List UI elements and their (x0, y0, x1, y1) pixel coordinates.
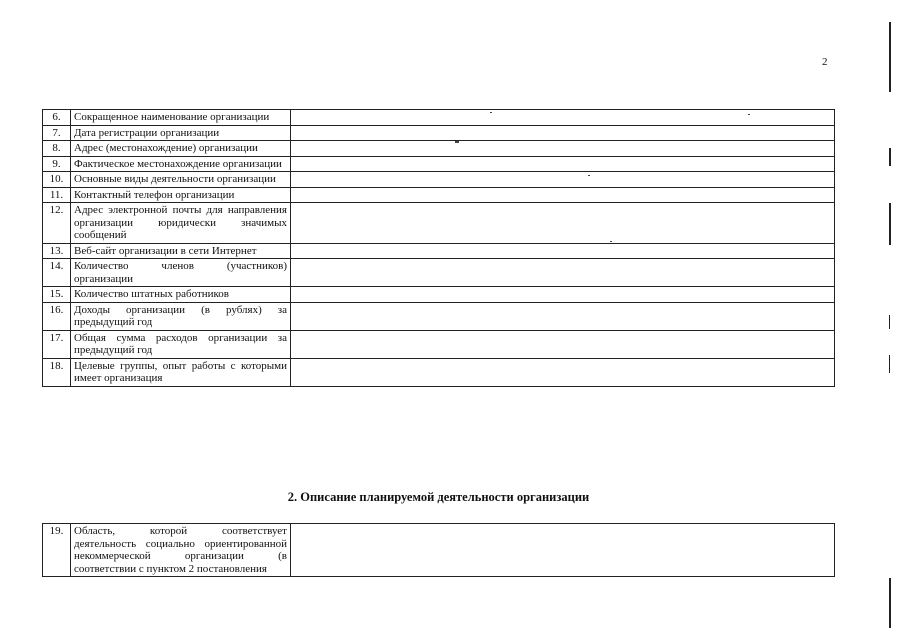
scan-edge-mark (889, 578, 891, 628)
row-number: 6. (43, 110, 71, 126)
row-value-field[interactable] (291, 125, 835, 141)
table-row (43, 302, 835, 330)
row-value-field[interactable] (291, 358, 835, 386)
row-number: 8. (43, 141, 71, 157)
row-value-field[interactable] (291, 203, 835, 244)
row-number: 10. (43, 172, 71, 188)
row-value-field[interactable] (291, 141, 835, 157)
row-value-field[interactable] (291, 330, 835, 358)
row-label: Основные виды деятельности организации (71, 172, 291, 188)
table-row (43, 358, 835, 386)
table-row (43, 243, 835, 259)
row-label: Контактный телефон организации (71, 187, 291, 203)
row-number: 12. (43, 203, 71, 244)
table-row (43, 125, 835, 141)
table-row (43, 110, 835, 126)
scan-edge-mark (889, 315, 890, 329)
row-label: Доходы организации (в рублях) за предыдущий год (71, 302, 291, 330)
row-label: Область, которой соответствует деятельность социально ориентированной некоммерческой организации (в соответствии с пунктом 2 постановления (71, 524, 291, 577)
page-number: 2 (822, 56, 828, 68)
row-value-field[interactable] (291, 524, 835, 577)
section-heading: 2. Описание планируемой деятельности организации (287, 490, 590, 504)
row-number: 7. (43, 125, 71, 141)
table-row (43, 524, 835, 577)
row-value-field[interactable] (291, 243, 835, 259)
table-row (43, 172, 835, 188)
row-value-field[interactable] (291, 287, 835, 303)
row-label: Общая сумма расходов организации за предыдущий год (71, 330, 291, 358)
row-label: Дата регистрации организации (71, 125, 291, 141)
row-value-field[interactable] (291, 156, 835, 172)
planned-activity-table (42, 523, 835, 577)
row-number: 19. (43, 524, 71, 577)
row-label: Целевые группы, опыт работы с которыми имеет организация (71, 358, 291, 386)
scan-edge-mark (889, 355, 890, 373)
table-row (43, 141, 835, 157)
row-label: Сокращенное наименование организации (71, 110, 291, 126)
row-label: Адрес электронной почты для направления организации юридически значимых сообщений (71, 203, 291, 244)
row-value-field[interactable] (291, 110, 835, 126)
table-row (43, 187, 835, 203)
row-label: Количество членов (участников) организации (71, 259, 291, 287)
row-label: Фактическое местонахождение организации (71, 156, 291, 172)
row-value-field[interactable] (291, 172, 835, 188)
row-number: 17. (43, 330, 71, 358)
organization-info-rows (43, 110, 835, 387)
table-row (43, 287, 835, 303)
row-label: Веб-сайт организации в сети Интернет (71, 243, 291, 259)
table-row (43, 156, 835, 172)
row-value-field[interactable] (291, 302, 835, 330)
scan-edge-mark (889, 148, 891, 166)
row-number: 18. (43, 358, 71, 386)
planned-activity-rows (43, 524, 835, 577)
table-row (43, 259, 835, 287)
table-row (43, 203, 835, 244)
scan-edge-mark (889, 22, 891, 92)
row-number: 15. (43, 287, 71, 303)
row-label: Адрес (местонахождение) организации (71, 141, 291, 157)
row-value-field[interactable] (291, 187, 835, 203)
row-number: 9. (43, 156, 71, 172)
row-number: 13. (43, 243, 71, 259)
row-number: 16. (43, 302, 71, 330)
table-row (43, 330, 835, 358)
row-value-field[interactable] (291, 259, 835, 287)
organization-info-table (42, 109, 835, 387)
row-number: 14. (43, 259, 71, 287)
row-label: Количество штатных работников (71, 287, 291, 303)
row-number: 11. (43, 187, 71, 203)
scan-edge-mark (889, 203, 891, 245)
